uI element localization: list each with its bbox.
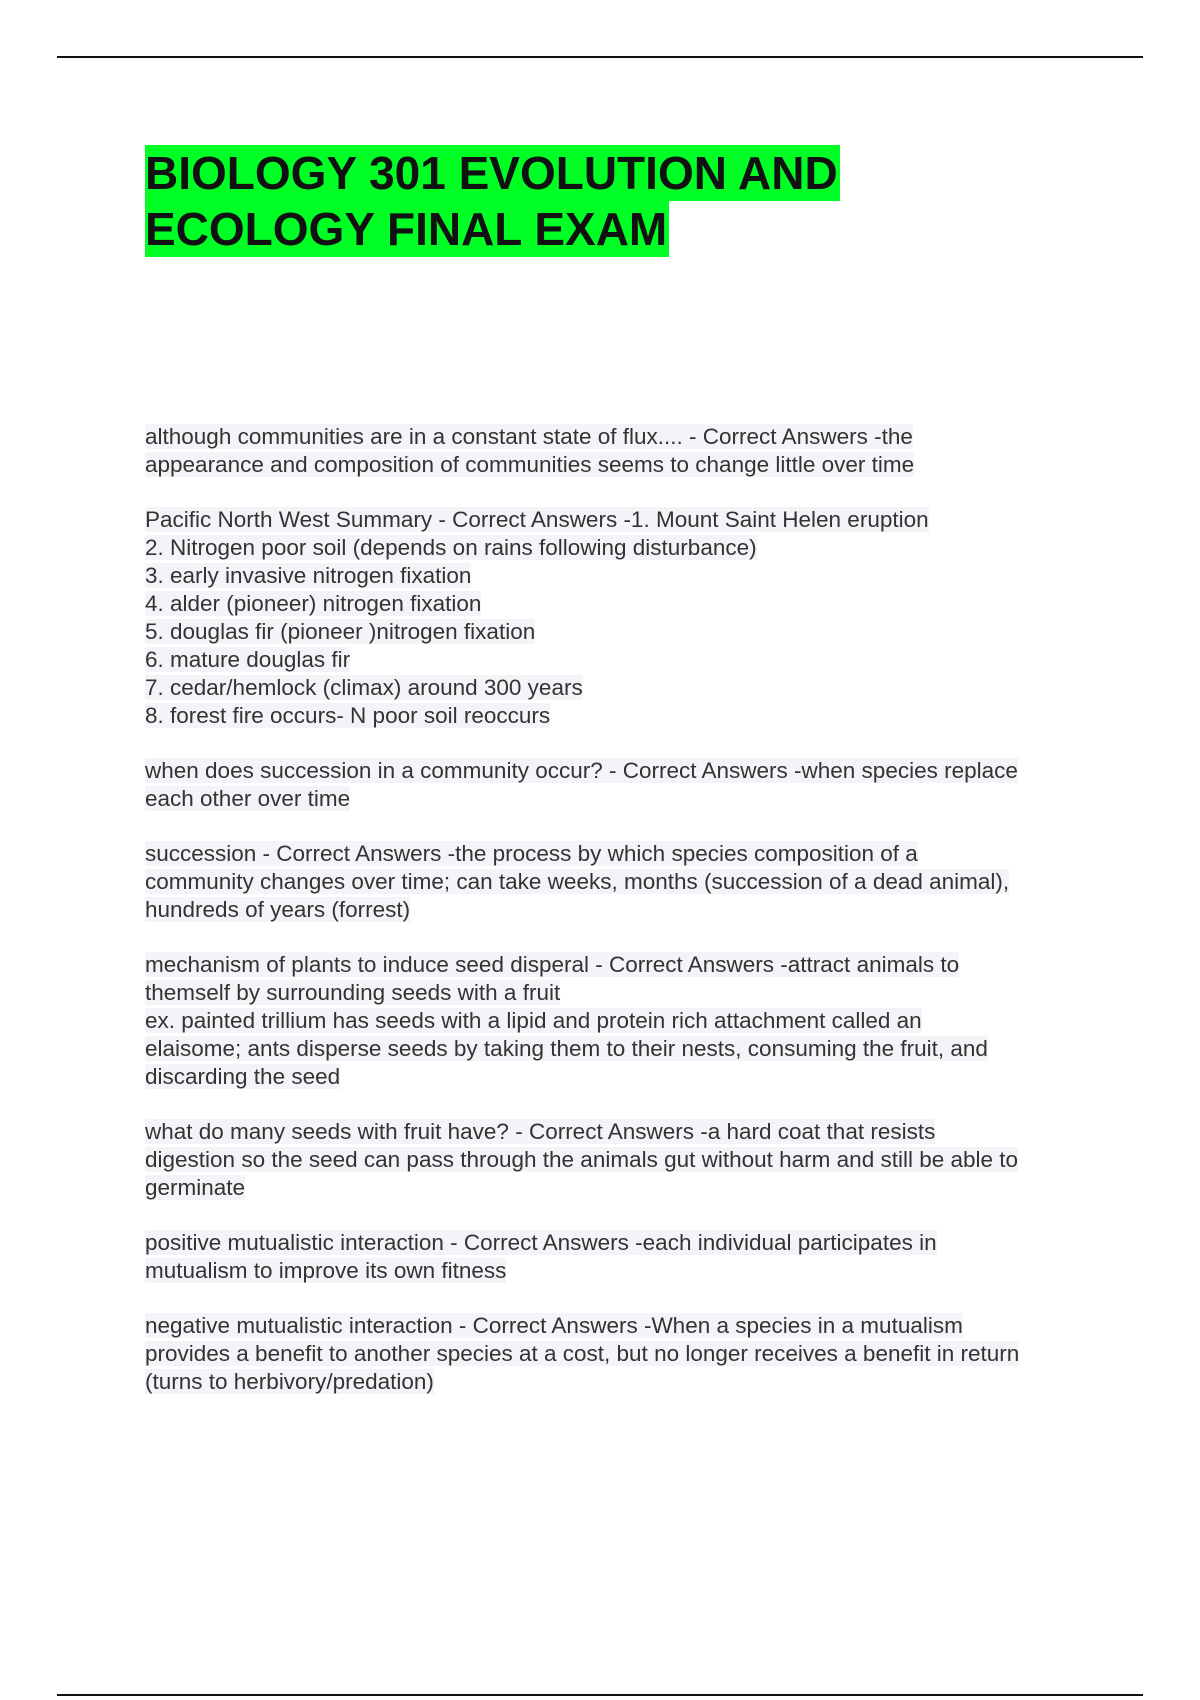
qa-line bbox=[145, 1146, 1095, 1174]
qa-line bbox=[145, 1340, 1095, 1368]
qa-entry bbox=[145, 757, 1095, 813]
qa-text: discarding the seed bbox=[145, 1064, 341, 1089]
qa-text: Pacific North West Summary - Correct Answers -1. Mount Saint Helen eruption bbox=[145, 507, 929, 532]
qa-line bbox=[145, 451, 1095, 479]
qa-line bbox=[145, 896, 1095, 924]
qa-text: each other over time bbox=[145, 786, 351, 811]
qa-line bbox=[145, 840, 1095, 868]
qa-text: 5. douglas fir (pioneer )nitrogen fixation bbox=[145, 619, 536, 644]
qa-text: digestion so the seed can pass through the animals gut without harm and still be able to bbox=[145, 1147, 1019, 1172]
qa-line bbox=[145, 868, 1095, 896]
qa-line bbox=[145, 757, 1095, 785]
qa-line bbox=[145, 979, 1095, 1007]
qa-text: germinate bbox=[145, 1175, 246, 1200]
qa-entry bbox=[145, 1118, 1095, 1202]
qa-line bbox=[145, 646, 1095, 674]
qa-line bbox=[145, 1229, 1095, 1257]
qa-line bbox=[145, 506, 1095, 534]
qa-text: 7. cedar/hemlock (climax) around 300 years bbox=[145, 675, 583, 700]
qa-line bbox=[145, 1118, 1095, 1146]
title-line: BIOLOGY 301 EVOLUTION AND bbox=[145, 147, 838, 199]
qa-text: ex. painted trillium has seeds with a lipid and protein rich attachment called an bbox=[145, 1008, 922, 1033]
qa-entry bbox=[145, 506, 1095, 730]
qa-line bbox=[145, 785, 1095, 813]
qa-text: negative mutualistic interaction - Correct Answers -When a species in a mutualism bbox=[145, 1313, 963, 1338]
title-line: ECOLOGY FINAL EXAM bbox=[145, 203, 668, 255]
qa-text: community changes over time; can take weeks, months (succession of a dead animal), bbox=[145, 869, 1010, 894]
qa-text: elaisome; ants disperse seeds by taking them to their nests, consuming the fruit, and bbox=[145, 1036, 988, 1061]
qa-line bbox=[145, 1174, 1095, 1202]
qa-text: 3. early invasive nitrogen fixation bbox=[145, 563, 472, 588]
qa-line bbox=[145, 1063, 1095, 1091]
qa-line bbox=[145, 951, 1095, 979]
qa-list bbox=[145, 423, 1095, 1423]
qa-text: themself by surrounding seeds with a fruit bbox=[145, 980, 561, 1005]
qa-line bbox=[145, 423, 1095, 451]
qa-line bbox=[145, 534, 1095, 562]
qa-text: (turns to herbivory/predation) bbox=[145, 1369, 434, 1394]
qa-line bbox=[145, 1257, 1095, 1285]
qa-text: 8. forest fire occurs- N poor soil reoccurs bbox=[145, 703, 551, 728]
qa-entry bbox=[145, 423, 1095, 479]
top-rule bbox=[57, 56, 1143, 58]
qa-entry bbox=[145, 1312, 1095, 1396]
qa-line bbox=[145, 1312, 1095, 1340]
qa-entry bbox=[145, 840, 1095, 924]
qa-text: what do many seeds with fruit have? - Correct Answers -a hard coat that resists bbox=[145, 1119, 936, 1144]
qa-text: 2. Nitrogen poor soil (depends on rains following disturbance) bbox=[145, 535, 757, 560]
bottom-rule bbox=[57, 1694, 1143, 1696]
qa-text: mutualism to improve its own fitness bbox=[145, 1258, 507, 1283]
qa-text: succession - Correct Answers -the process by which species composition of a bbox=[145, 841, 918, 866]
qa-text: 6. mature douglas fir bbox=[145, 647, 351, 672]
qa-text: mechanism of plants to induce seed disperal - Correct Answers -attract animals to bbox=[145, 952, 960, 977]
qa-text: provides a benefit to another species at a cost, but no longer receives a benefit in return bbox=[145, 1341, 1020, 1366]
qa-text: although communities are in a constant state of flux.... - Correct Answers -the bbox=[145, 424, 913, 449]
qa-line bbox=[145, 674, 1095, 702]
qa-text: 4. alder (pioneer) nitrogen fixation bbox=[145, 591, 482, 616]
qa-text: positive mutualistic interaction - Correct Answers -each individual participates in bbox=[145, 1230, 937, 1255]
qa-entry bbox=[145, 1229, 1095, 1285]
qa-line bbox=[145, 1035, 1095, 1063]
qa-line bbox=[145, 590, 1095, 618]
qa-line bbox=[145, 1007, 1095, 1035]
qa-text: when does succession in a community occur? - Correct Answers -when species replace bbox=[145, 758, 1018, 783]
qa-line bbox=[145, 562, 1095, 590]
qa-line bbox=[145, 618, 1095, 646]
qa-text: hundreds of years (forrest) bbox=[145, 897, 411, 922]
qa-line bbox=[145, 702, 1095, 730]
qa-entry bbox=[145, 951, 1095, 1091]
qa-text: appearance and composition of communities seems to change little over time bbox=[145, 452, 915, 477]
document-title bbox=[145, 145, 1045, 257]
qa-line bbox=[145, 1368, 1095, 1396]
